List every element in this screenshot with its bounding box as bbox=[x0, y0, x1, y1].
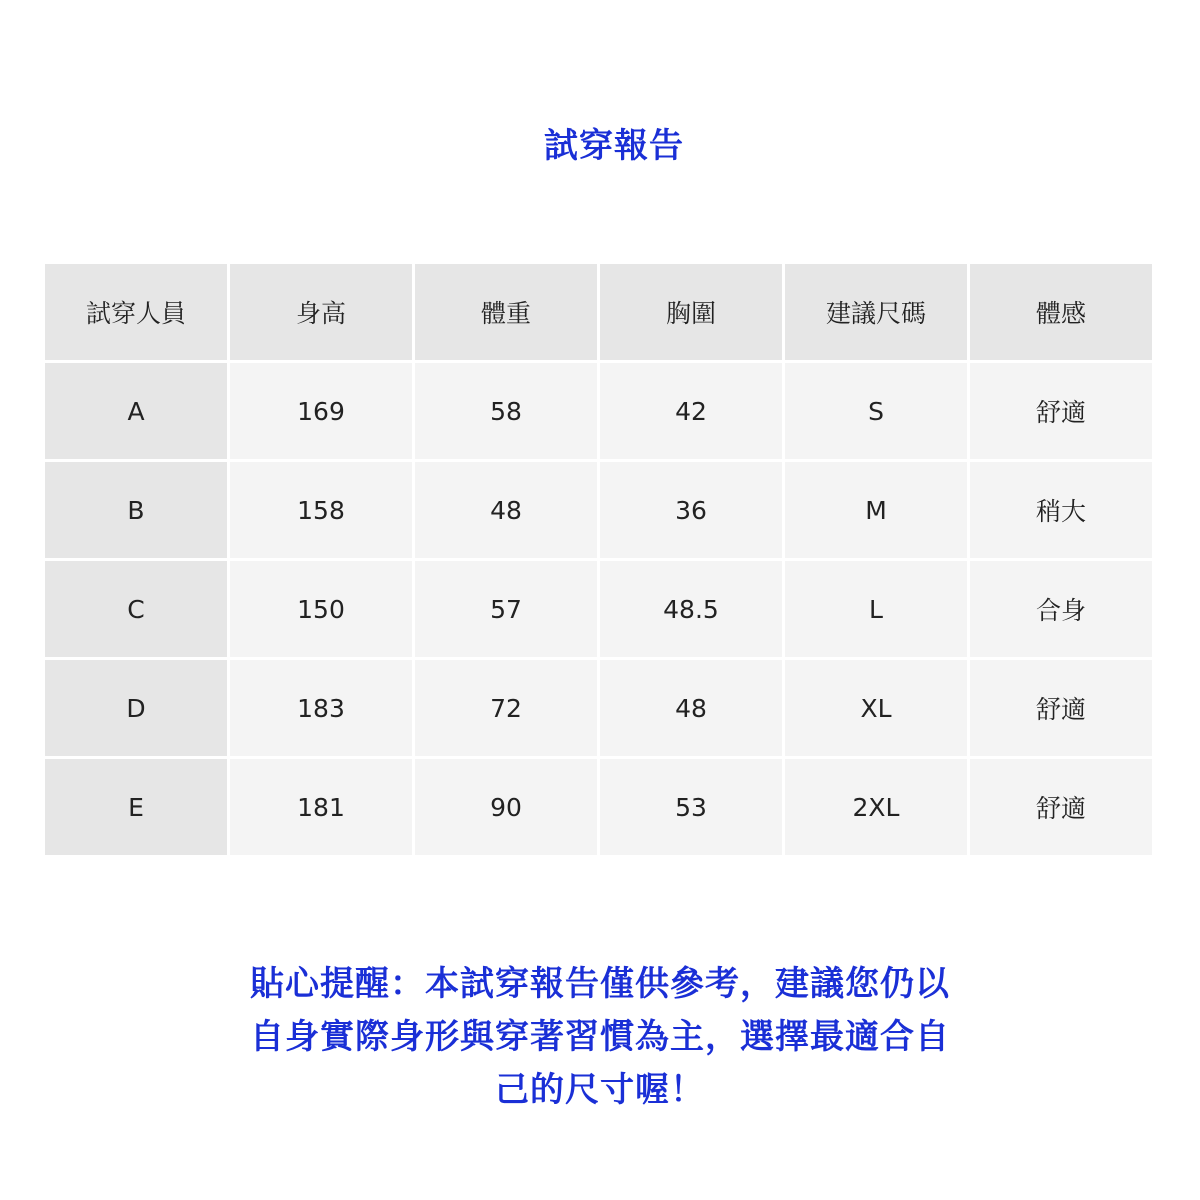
table-cell-fit: 稍大 bbox=[970, 462, 1152, 558]
table-cell-size: 2XL bbox=[785, 759, 967, 855]
table-cell-tester: C bbox=[45, 561, 227, 657]
table-cell-chest: 48.5 bbox=[600, 561, 782, 657]
table-cell-chest: 42 bbox=[600, 363, 782, 459]
reminder-note-line: 貼心提醒：本試穿報告僅供參考，建議您仍以 bbox=[250, 964, 950, 1004]
table-cell-tester: A bbox=[45, 363, 227, 459]
table-cell-fit: 舒適 bbox=[970, 363, 1152, 459]
table-header-weight: 體重 bbox=[415, 264, 597, 360]
table-header-recommended-size: 建議尺碼 bbox=[785, 264, 967, 360]
table-cell-height: 150 bbox=[230, 561, 412, 657]
table-cell-weight: 48 bbox=[415, 462, 597, 558]
table-cell-chest: 36 bbox=[600, 462, 782, 558]
table-cell-weight: 58 bbox=[415, 363, 597, 459]
fit-report-table bbox=[45, 264, 1153, 855]
table-cell-size: S bbox=[785, 363, 967, 459]
table-header-fit-feel: 體感 bbox=[970, 264, 1152, 360]
table-cell-chest: 53 bbox=[600, 759, 782, 855]
table-cell-tester: B bbox=[45, 462, 227, 558]
table-cell-weight: 57 bbox=[415, 561, 597, 657]
page-title: 試穿報告 bbox=[544, 126, 684, 166]
table-cell-height: 158 bbox=[230, 462, 412, 558]
table-cell-tester: D bbox=[45, 660, 227, 756]
table-cell-height: 183 bbox=[230, 660, 412, 756]
reminder-note bbox=[200, 958, 1000, 1117]
table-header-tester: 試穿人員 bbox=[45, 264, 227, 360]
table-cell-height: 169 bbox=[230, 363, 412, 459]
table-cell-size: M bbox=[785, 462, 967, 558]
table-cell-tester: E bbox=[45, 759, 227, 855]
table-cell-fit: 舒適 bbox=[970, 660, 1152, 756]
table-cell-weight: 90 bbox=[415, 759, 597, 855]
table-cell-size: XL bbox=[785, 660, 967, 756]
reminder-note-line: 自身實際身形與穿著習慣為主，選擇最適合自 bbox=[250, 1017, 950, 1057]
table-header-height: 身高 bbox=[230, 264, 412, 360]
reminder-note-line: 己的尺寸喔！ bbox=[495, 1070, 705, 1110]
table-cell-weight: 72 bbox=[415, 660, 597, 756]
table-cell-fit: 合身 bbox=[970, 561, 1152, 657]
table-cell-chest: 48 bbox=[600, 660, 782, 756]
table-cell-size: L bbox=[785, 561, 967, 657]
table-cell-fit: 舒適 bbox=[970, 759, 1152, 855]
table-header-chest: 胸圍 bbox=[600, 264, 782, 360]
table-cell-height: 181 bbox=[230, 759, 412, 855]
